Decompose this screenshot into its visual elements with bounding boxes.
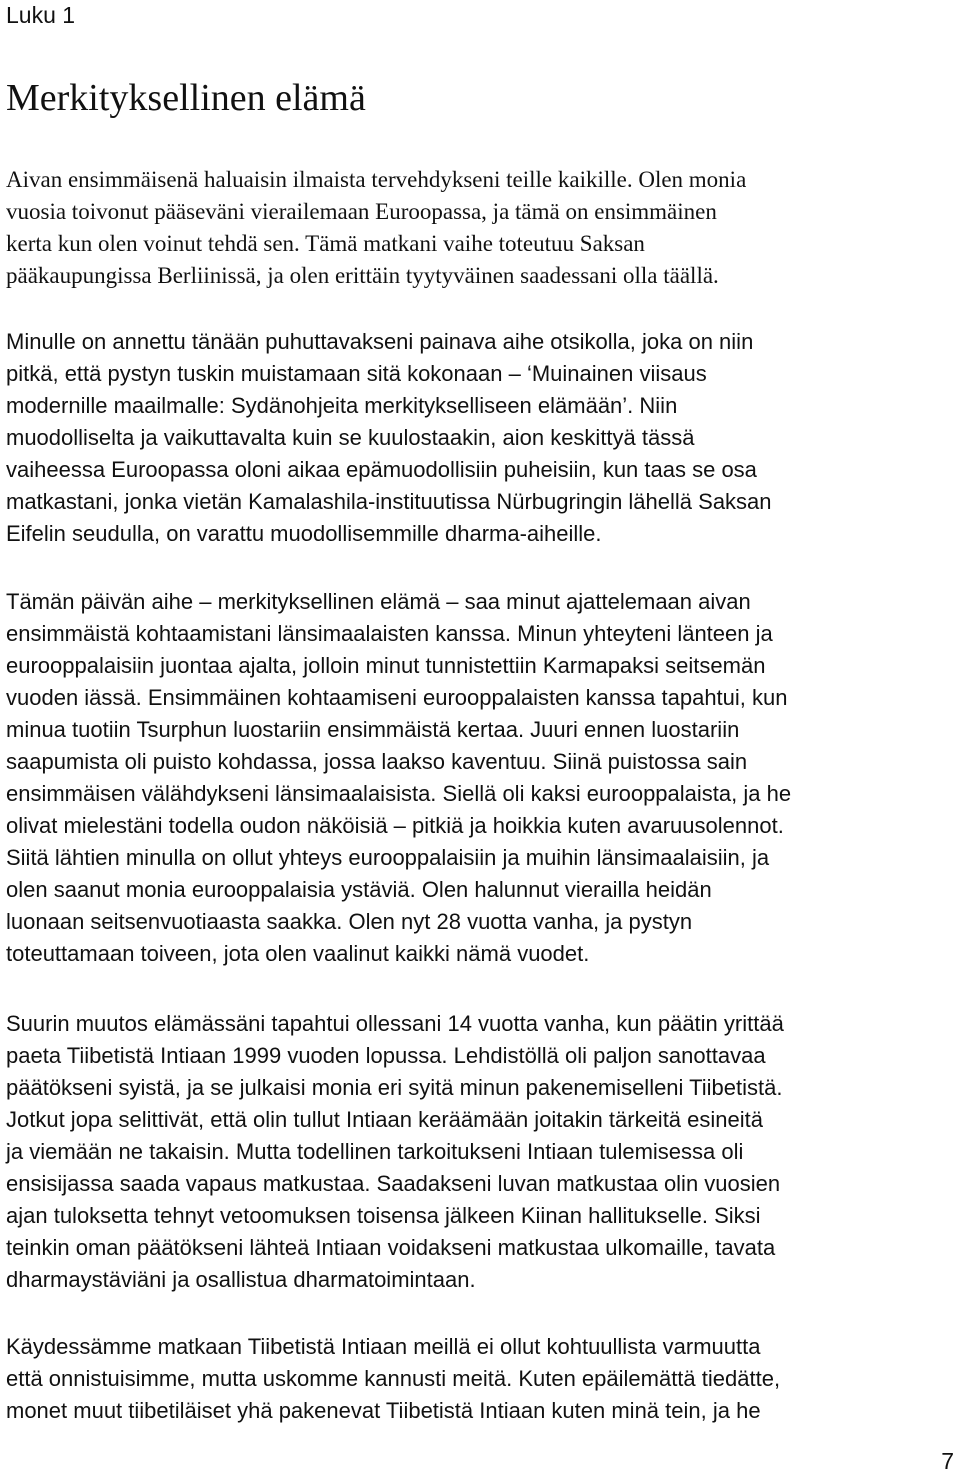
text-line: modernille maailmalle: Sydänohjeita merkitykselliseen elämään’. Niin xyxy=(6,393,678,418)
text-line: Käydessämme matkaan Tiibetistä Intiaan meillä ei ollut kohtuullista varmuutta xyxy=(6,1334,761,1359)
text-line: ensimmäistä kohtaamistani länsimaalaisten kanssa. Minun yhteyteni länteen ja xyxy=(6,621,773,646)
text-line: vaiheessa Euroopassa oloni aikaa epämuodollisiin puheisiin, kun taas se osa xyxy=(6,457,757,482)
text-line: ensimmäisen välähdykseni länsimaalaisista. Siellä oli kaksi eurooppalaista, ja he xyxy=(6,781,792,806)
text-line: pääkaupungissa Berliinissä, ja olen erittäin tyytyväinen saadessani olla täällä. xyxy=(6,263,719,288)
text-line: että onnistuisimme, mutta uskomme kannusti meitä. Kuten epäilemättä tiedätte, xyxy=(6,1366,781,1391)
text-line: pitkä, että pystyn tuskin muistamaan sitä kokonaan – ‘Muinainen viisaus xyxy=(6,361,707,386)
text-line: matkastani, jonka vietän Kamalashila-instituutissa Nürbugringin lähellä Saksan xyxy=(6,489,772,514)
page-number: 7 xyxy=(941,1448,954,1474)
paragraph-2 xyxy=(6,326,960,550)
text-line: Eifelin seudulla, on varattu muodollisemmille dharma-aiheille. xyxy=(6,521,602,546)
text-line: saapumista oli puisto kohdassa, jossa laakso kaventuu. Siinä puistossa sain xyxy=(6,749,748,774)
paragraph-1 xyxy=(6,164,960,292)
text-line: olivat mielestäni todella oudon näköisiä – pitkiä ja hoikkia kuten avaruusolennot. xyxy=(6,813,784,838)
text-line: Suurin muutos elämässäni tapahtui ollessani 14 vuotta vanha, kun päätin yrittää xyxy=(6,1011,784,1036)
text-line: Aivan ensimmäisenä haluaisin ilmaista tervehdykseni teille kaikille. Olen monia xyxy=(6,167,747,192)
text-line: olen saanut monia eurooppalaisia ystäviä. Olen halunnut vierailla heidän xyxy=(6,877,712,902)
text-line: paeta Tiibetistä Intiaan 1999 vuoden lopussa. Lehdistöllä oli paljon sanottavaa xyxy=(6,1043,766,1068)
chapter-label: Luku 1 xyxy=(6,2,76,28)
chapter-title: Merkityksellinen elämä xyxy=(6,77,366,119)
text-line: Jotkut jopa selittivät, että olin tullut Intiaan keräämään joitakin tärkeitä esineitä xyxy=(6,1107,763,1132)
text-line: vuosia toivonut pääseväni vierailemaan Euroopassa, ja tämä on ensimmäinen xyxy=(6,199,717,224)
text-line: toteuttamaan toiveen, jota olen vaalinut kaikki nämä vuodet. xyxy=(6,941,590,966)
paragraph-3 xyxy=(6,586,960,970)
text-line: ensisijassa saada vapaus matkustaa. Saadakseni luvan matkustaa olin vuosien xyxy=(6,1171,781,1196)
text-line: Tämän päivän aihe – merkityksellinen elämä – saa minut ajattelemaan aivan xyxy=(6,589,751,614)
paragraph-5 xyxy=(6,1331,960,1427)
text-line: teinkin oman päätökseni lähteä Intiaan voidakseni matkustaa ulkomaille, tavata xyxy=(6,1235,776,1260)
text-line: Siitä lähtien minulla on ollut yhteys eurooppalaisiin ja muihin länsimaalaisiin, ja xyxy=(6,845,770,870)
text-line: minua tuotiin Tsurphun luostariin ensimmäistä kertaa. Juuri ennen luostariin xyxy=(6,717,740,742)
text-line: monet muut tiibetiläiset yhä pakenevat Tiibetistä Intiaan kuten minä tein, ja he xyxy=(6,1398,761,1423)
text-line: vuoden iässä. Ensimmäinen kohtaamiseni eurooppalaisten kanssa tapahtui, kun xyxy=(6,685,788,710)
text-line: ajan tuloksetta tehnyt vetoomuksen toisensa jälkeen Kiinan hallitukselle. Siksi xyxy=(6,1203,761,1228)
text-line: ja viemään ne takaisin. Mutta todellinen tarkoitukseni Intiaan tulemisessa oli xyxy=(6,1139,744,1164)
paragraph-4 xyxy=(6,1008,960,1296)
text-line: Minulle on annettu tänään puhuttavakseni painava aihe otsikolla, joka on niin xyxy=(6,329,754,354)
text-line: muodolliselta ja vaikuttavalta kuin se kuulostaakin, aion keskittyä tässä xyxy=(6,425,695,450)
text-line: luonaan seitsenvuotiaasta saakka. Olen nyt 28 vuotta vanha, ja pystyn xyxy=(6,909,693,934)
text-line: dharmaystäviäni ja osallistua dharmatoimintaan. xyxy=(6,1267,476,1292)
text-line: kerta kun olen voinut tehdä sen. Tämä matkani vaihe toteutuu Saksan xyxy=(6,231,645,256)
text-line: eurooppalaisiin juontaa ajalta, jolloin minut tunnistettiin Karmapaksi seitsemän xyxy=(6,653,766,678)
text-line: päätökseni syistä, ja se julkaisi monia eri syitä minun pakenemiselleni Tiibetistä. xyxy=(6,1075,783,1100)
